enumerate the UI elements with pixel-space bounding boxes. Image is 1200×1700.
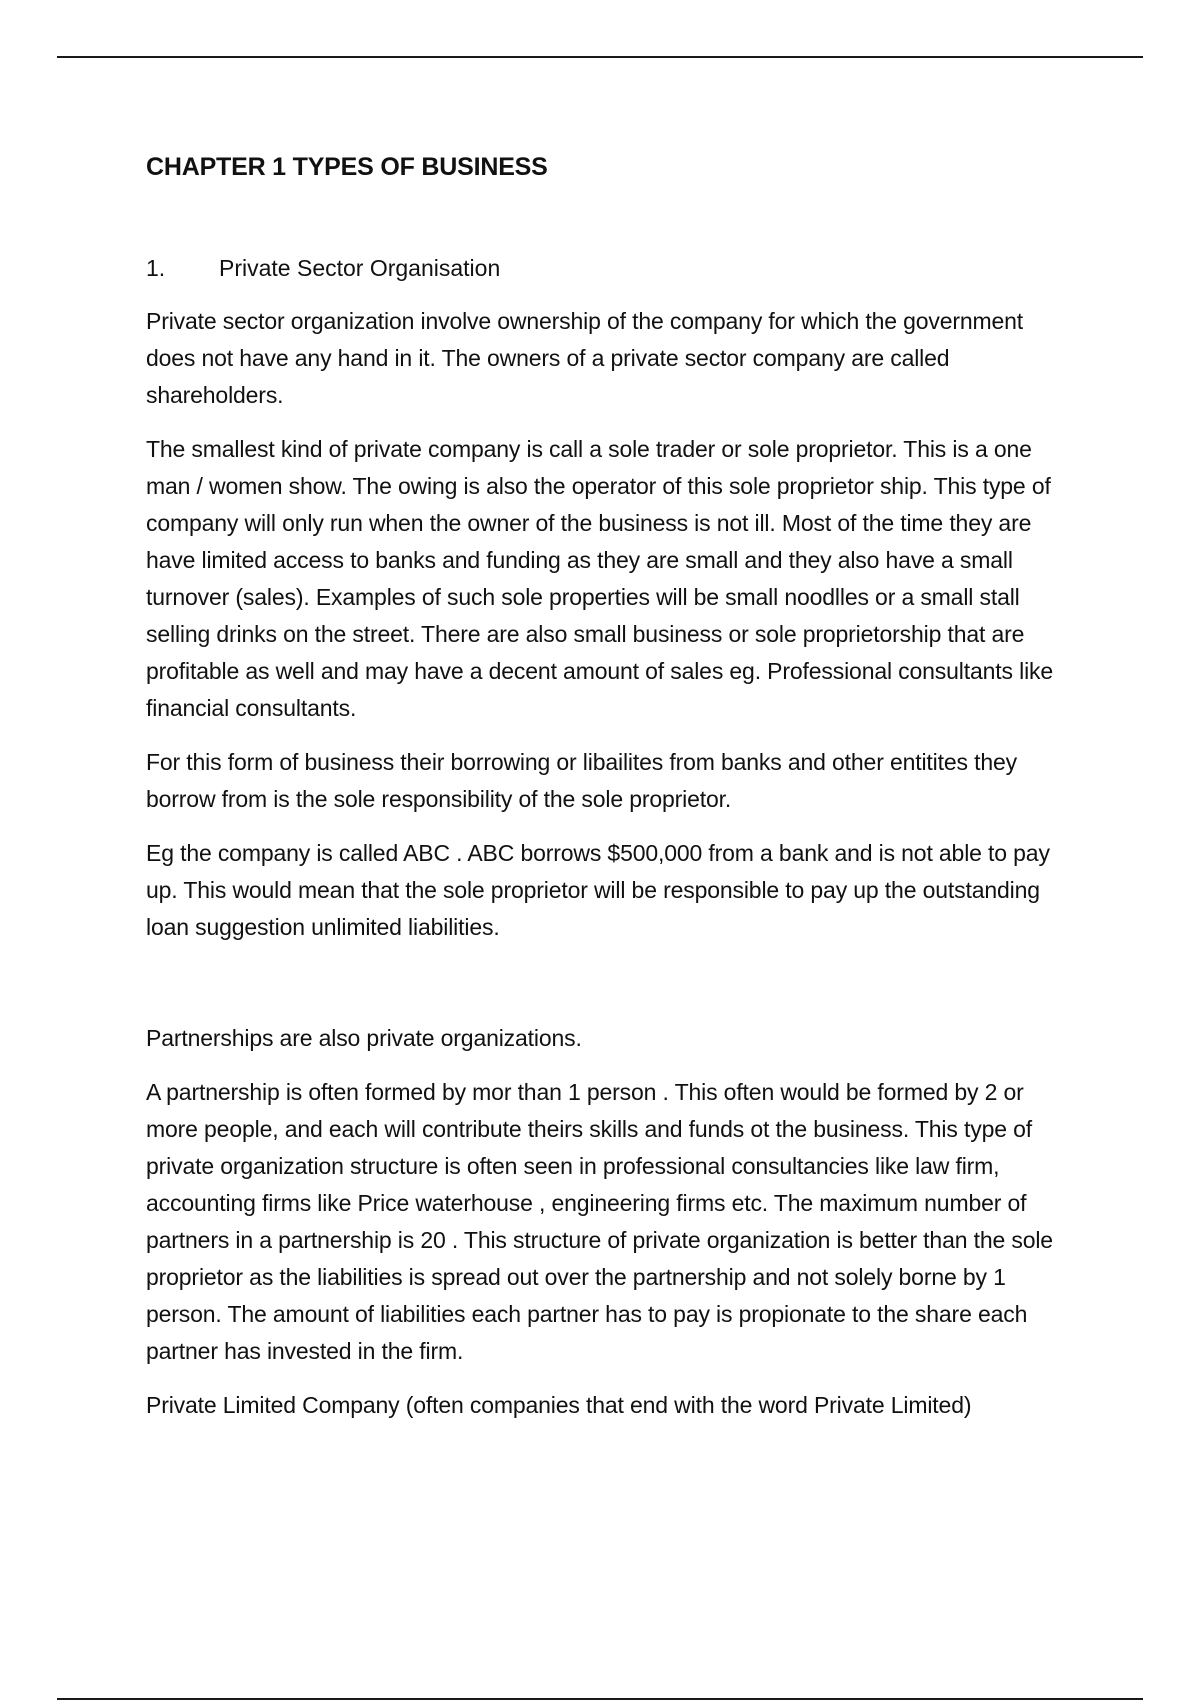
paragraph-partnerships-intro: Partnerships are also private organizations.: [146, 1025, 582, 1051]
paragraph-ownership: Private sector organization involve ownership of the company for which the government does not have any hand in it. The owners of a private sector company are called shareholders.: [146, 308, 1024, 408]
paragraph-sole-trader: The smallest kind of private company is call a sole trader or sole proprietor. This is a one man / women show. The owing is also the operator of this sole proprietor ship. This type of company will only run when the owner of the business is not ill. Most of the time they are have limited access to banks and funding as they are small and they also have a small turnover (sales). Examples of such sole properties will be small noodlles or a small stall selling drinks on the street. There are also small business or sole proprietorship that are profitable as well and may have a decent amount of sales eg. Professional consultants like financial consultants.: [146, 436, 1054, 721]
chapter-title: CHAPTER 1 TYPES OF BUSINESS: [146, 153, 548, 181]
section-heading-text: Private Sector Organisation: [219, 255, 501, 281]
section-heading: [146, 250, 1066, 287]
paragraph-liabilities: For this form of business their borrowing or libailites from banks and other entitites they borrow from is the sole responsibility of the sole proprietor.: [146, 749, 1017, 812]
paragraph-private-limited: Private Limited Company (often companies that end with the word Private Limited): [146, 1392, 972, 1418]
blank-line: [146, 946, 1066, 1003]
paragraph-example: Eg the company is called ABC . ABC borrows $500,000 from a bank and is not able to pay up. This would mean that the sole proprietor will be responsible to pay up the outstanding loan suggestion unlimited liabilities.: [146, 840, 1050, 940]
header-rule: [57, 56, 1143, 58]
document-page: [146, 150, 1066, 1424]
paragraph-partnership: A partnership is often formed by mor than 1 person . This often would be formed by 2 or more people, and each will contribute theirs skills and funds ot the business. This type of private organization structure is often seen in professional consultancies like law firm, accounting firms like Price waterhouse , engineering firms etc. The maximum number of partners in a partnership is 20 . This structure of private organization is better than the sole proprietor as the liabilities is spread out over the partnership and not solely borne by 1 person. The amount of liabilities each partner has to pay is propionate to the share each partner has invested in the firm.: [146, 1079, 1053, 1364]
section-number: 1.: [146, 255, 166, 281]
